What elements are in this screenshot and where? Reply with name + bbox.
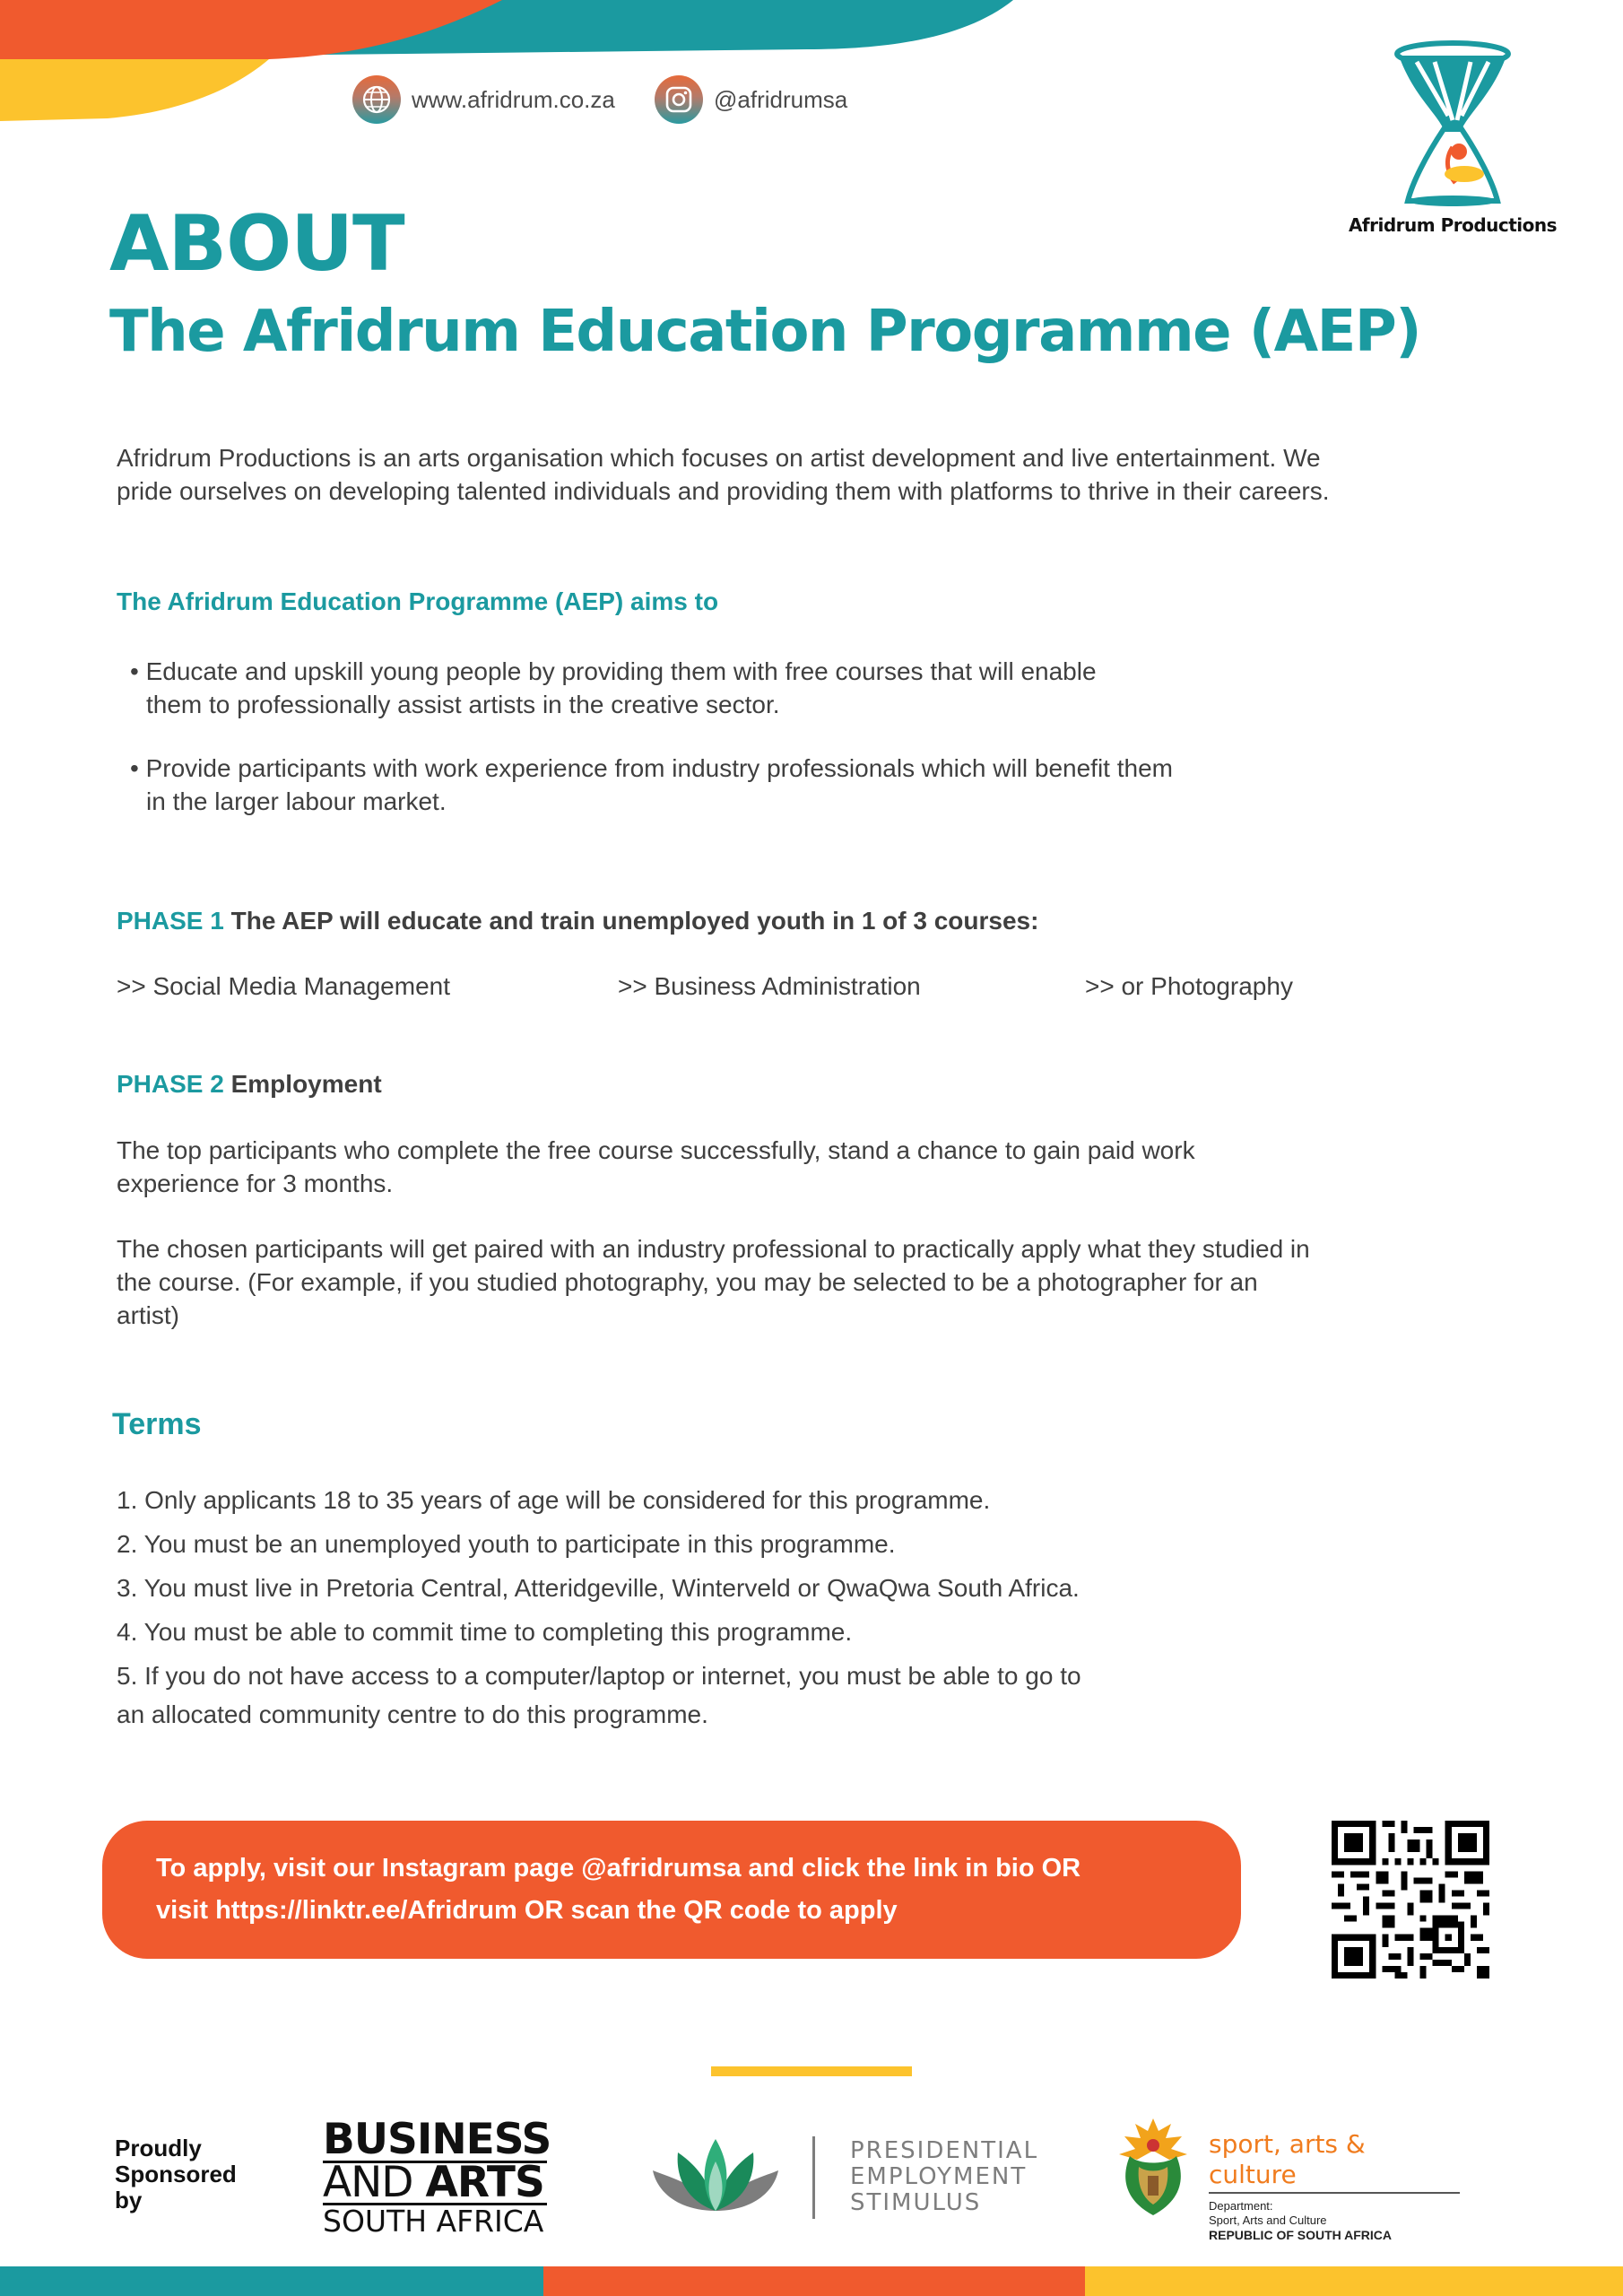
presidential-employment-stimulus-logo [850, 2138, 1038, 2216]
dsac-department: Department: [1209, 2199, 1273, 2213]
phase2-heading [117, 1067, 382, 1101]
aims-bullet-line: them to professionally assist artists in the creative sector. [146, 691, 780, 718]
website-link[interactable] [352, 75, 615, 124]
sponsored-line: Sponsored [115, 2161, 237, 2187]
instagram-handle: @afridrumsa [714, 85, 848, 113]
intro-line: Afridrum Productions is an arts organisation which focuses on artist development and live entertainment. We [117, 444, 1321, 472]
about-heading: ABOUT [109, 199, 404, 289]
instagram-link[interactable] [655, 75, 847, 124]
term-item: 2. You must be an unemployed youth to participate in this programme. [117, 1530, 896, 1558]
term-item: 1. Only applicants 18 to 35 years of age will be considered for this programme. [117, 1486, 991, 1514]
business-and-arts-logo [323, 2115, 551, 2239]
lotus-icon [653, 2130, 778, 2220]
apply-instruction: To apply, visit our Instagram page @afridrumsa and click the link in bio OR [156, 1854, 1081, 1883]
course-item: >> or Photography [1085, 972, 1293, 1000]
phase2-label: PHASE 2 [117, 1070, 224, 1098]
term-item: an allocated community centre to do this programme. [117, 1700, 708, 1728]
dsac-title: sport, arts & culture [1209, 2129, 1460, 2194]
pes-line: PRESIDENTIAL [850, 2137, 1039, 2164]
phase2-line: The chosen participants will get paired with an industry professional to practically apply what they studied in [117, 1235, 1310, 1263]
logo-label: Afridrum Productions [1348, 214, 1558, 236]
phase1-title: The AEP will educate and train unemployed youth in 1 of 3 courses: [230, 907, 1039, 935]
page-title: The Afridrum Education Programme (AEP) [109, 299, 1420, 365]
aims-bullet-2 [130, 752, 1475, 818]
website-text: www.afridrum.co.za [412, 85, 615, 113]
term-item: 4. You must be able to commit time to completing this programme. [117, 1618, 853, 1646]
basa-line-1: BUSINESS [323, 2115, 551, 2164]
aims-bullet-line: • Educate and upskill young people by providing them with free courses that will enable [130, 657, 1097, 685]
intro-paragraph [117, 441, 1497, 508]
basa-line-3: SOUTH AFRICA [323, 2204, 544, 2239]
drum-logo-icon [1385, 39, 1520, 210]
bottom-bar-yellow [1085, 2266, 1623, 2296]
bottom-bar-teal [0, 2266, 543, 2296]
apply-banner[interactable] [102, 1821, 1241, 1959]
course-item: >> Social Media Management [117, 972, 450, 1000]
sponsored-line: by [115, 2187, 143, 2213]
afridrum-logo [1345, 39, 1560, 236]
intro-line: pride ourselves on developing talented individuals and providing them with platforms to thrive in their careers. [117, 477, 1330, 505]
term-item: 5. If you do not have access to a computer/laptop or internet, you must be able to go to [117, 1662, 1081, 1690]
course-item: >> Business Administration [618, 972, 921, 1000]
basa-line-2 [323, 2158, 547, 2207]
aims-bullet-line: in the larger labour market. [146, 787, 447, 815]
phase2-paragraph-2 [117, 1232, 1515, 1332]
phase1-label: PHASE 1 [117, 907, 224, 935]
pes-line: STIMULUS [850, 2189, 982, 2216]
aims-bullet-line: • Provide participants with work experience from industry professionals which will benefit them [130, 754, 1173, 782]
coat-of-arms-icon [1112, 2115, 1194, 2221]
pes-divider [812, 2136, 815, 2219]
dsac-logo [1209, 2129, 1460, 2243]
dsac-republic: REPUBLIC OF SOUTH AFRICA [1209, 2228, 1393, 2242]
basa-arts: ARTS [425, 2158, 544, 2207]
terms-list [117, 1478, 1515, 1731]
dsac-department-name: Sport, Arts and Culture [1209, 2213, 1327, 2227]
apply-instruction[interactable]: visit https://linktr.ee/Afridrum OR scan the QR code to apply [156, 1896, 898, 1925]
term-item: 3. You must live in Pretoria Central, Atteridgeville, Winterveld or QwaQwa South Africa. [117, 1574, 1080, 1602]
globe-icon [352, 75, 401, 124]
qr-code[interactable] [1332, 1821, 1489, 1979]
phase2-line: the course. (For example, if you studied photography, you may be selected to be a photographer for an [117, 1268, 1258, 1296]
aims-heading: The Afridrum Education Programme (AEP) aims to [117, 587, 719, 615]
proudly-sponsored-label [115, 2135, 237, 2213]
bottom-bar-orange [543, 2266, 1085, 2296]
phase1-heading [117, 904, 1038, 938]
aims-bullet-1 [130, 655, 1385, 721]
pes-line: EMPLOYMENT [850, 2163, 1028, 2190]
phase2-line: experience for 3 months. [117, 1170, 394, 1197]
instagram-icon [655, 75, 703, 124]
phase2-line: artist) [117, 1301, 179, 1329]
phase2-line: The top participants who complete the free course successfully, stand a chance to gain paid work [117, 1136, 1195, 1164]
sponsored-line: Proudly [115, 2135, 202, 2161]
divider [711, 2066, 912, 2076]
phase2-title: Employment [230, 1070, 382, 1098]
phase2-paragraph-1 [117, 1134, 1497, 1200]
terms-heading: Terms [112, 1407, 202, 1441]
basa-and: AND [323, 2158, 426, 2207]
